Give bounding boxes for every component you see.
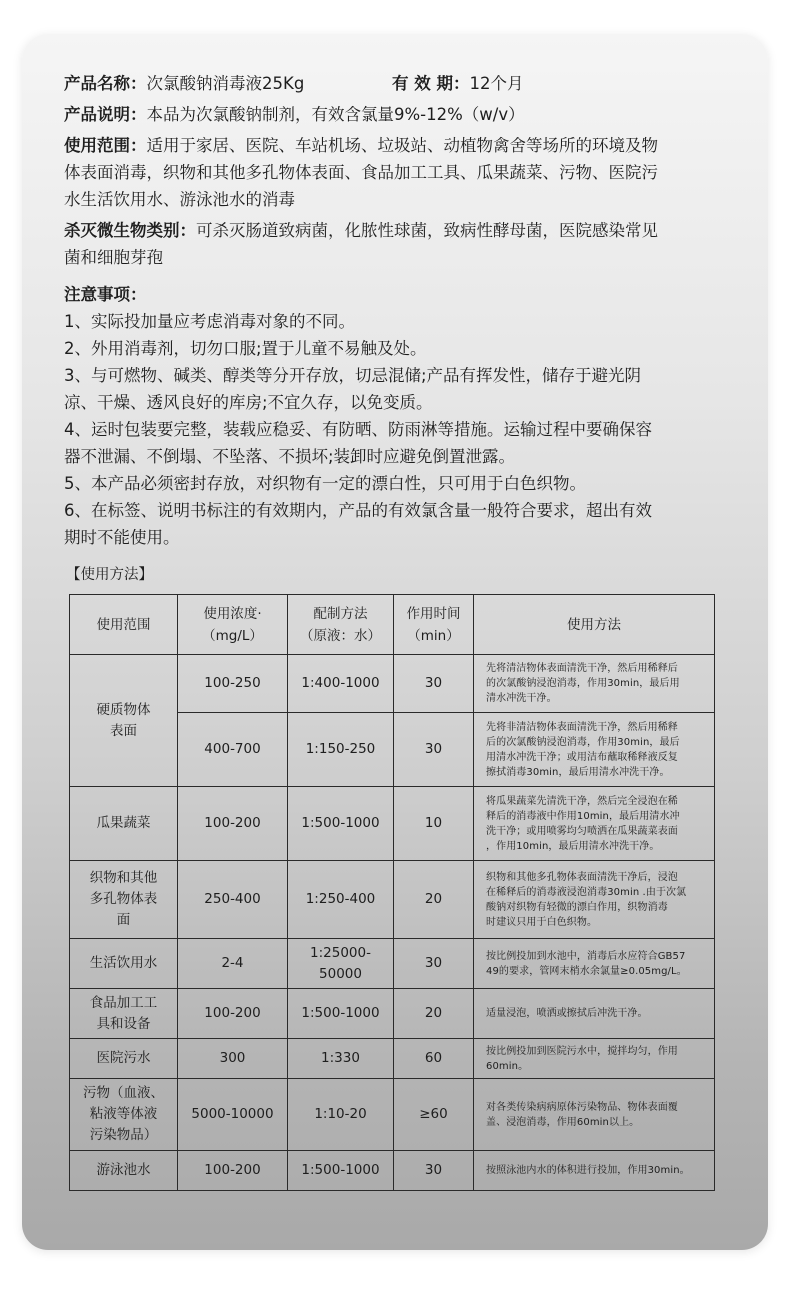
- precaution-line: 2、外用消毒剂，切勿口服;置于儿童不易触及处。: [64, 339, 427, 358]
- cell-ratio: 1:500-1000: [288, 787, 394, 861]
- cell-method: 对各类传染病病原体污染物品、物体表面覆 盖、浸泡消毒，作用60min以上。: [474, 1079, 715, 1151]
- cell-time: 30: [394, 655, 474, 713]
- cell-method: 适量浸泡，喷洒或擦拭后冲洗干净。: [474, 989, 715, 1039]
- cell-concentration: 5000-10000: [178, 1079, 288, 1151]
- product-header-row: [64, 70, 724, 97]
- cell-scope: 织物和其他 多孔物体表 面: [70, 861, 178, 939]
- header-ratio: 配制方法 （原液：水）: [288, 595, 394, 655]
- validity-value: 12个月: [469, 74, 524, 93]
- cell-scope: 生活饮用水: [70, 939, 178, 989]
- precaution-line: 5、本产品必须密封存放，对织物有一定的漂白性，只可用于白色织物。: [64, 474, 586, 493]
- cell-method: 按比例投加到水池中，消毒后水应符合GB57 49的要求，管网末梢水余氯量≥0.05mg/L。: [474, 939, 715, 989]
- cell-method: 织物和其他多孔物体表面清洗干净后，浸泡 在稀释后的消毒液浸泡消毒30min .由于次氯 酸钠对织物有轻微的漂白作用，织物消毒 时建议只用于白色织物。: [474, 861, 715, 939]
- cell-time: ≥60: [394, 1079, 474, 1151]
- usage-table: [69, 594, 715, 1191]
- precautions: [64, 281, 724, 551]
- product-name-value: 次氯酸钠消毒液25Kg: [146, 74, 305, 93]
- cell-ratio: 1:330: [288, 1039, 394, 1079]
- table-row: [70, 655, 715, 713]
- cell-time: 30: [394, 939, 474, 989]
- cell-ratio: 1:250-400: [288, 861, 394, 939]
- cell-method: 按比例投加到医院污水中，搅拌均匀，作用 60min。: [474, 1039, 715, 1079]
- cell-time: 20: [394, 861, 474, 939]
- product-description: 产品说明：本品为次氯酸钠制剂，有效含氯量9%-12%（w/v）: [64, 105, 525, 124]
- cell-method: 先将清洁物体表面清洗干净，然后用稀释后 的次氯酸钠浸泡消毒，作用30min，最后用 清水冲洗干净。: [474, 655, 715, 713]
- cell-time: 20: [394, 989, 474, 1039]
- cell-scope: 硬质物体 表面: [70, 655, 178, 787]
- cell-method: 先将非清洁物体表面清洗干净，然后用稀释 后的次氯酸钠浸泡消毒，作用30min，最后 用清水冲洗干净；或用洁布蘸取稀释液反复 擦拭消毒30min，最后用清水冲洗干净。: [474, 713, 715, 787]
- header-method: 使用方法: [474, 595, 715, 655]
- precaution-line: 1、实际投加量应考虑消毒对象的不同。: [64, 312, 355, 331]
- cell-concentration: 100-250: [178, 655, 288, 713]
- cell-concentration: 400-700: [178, 713, 288, 787]
- usage-title: 【使用方法】: [66, 567, 153, 583]
- cell-scope: 污物（血液、 粘液等体液 污染物品）: [70, 1079, 178, 1151]
- cell-method: 将瓜果蔬菜先清洗干净，然后完全浸泡在稀 释后的消毒液中作用10min，最后用清水冲 洗干净；或用喷雾均匀喷洒在瓜果蔬菜表面 ，作用10min，最后用清水冲洗干净。: [474, 787, 715, 861]
- cell-scope: 瓜果蔬菜: [70, 787, 178, 861]
- cell-scope: 食品加工工 具和设备: [70, 989, 178, 1039]
- precaution-line: 6、在标签、说明书标注的有效期内，产品的有效氯含量一般符合要求，超出有效: [64, 501, 652, 520]
- table-row: [70, 1079, 715, 1151]
- precautions-title: 注意事项：: [64, 285, 147, 304]
- header-scope: 使用范围: [70, 595, 178, 655]
- precaution-line: 凉、干燥、透风良好的库房;不宜久存，以免变质。: [64, 393, 433, 412]
- cell-concentration: 100-200: [178, 787, 288, 861]
- cell-scope: 医院污水: [70, 1039, 178, 1079]
- table-row: [70, 1151, 715, 1191]
- table-row: [70, 787, 715, 861]
- cell-ratio: 1:10-20: [288, 1079, 394, 1151]
- application-scope: 使用范围：适用于家居、医院、车站机场、垃圾站、动植物禽舍等场所的环境及物 体表面消毒，织物和其他多孔物体表面、食品加工工具、瓜果蔬菜、污物、医院污 水生活饮用水、游泳池水的消毒: [64, 136, 658, 209]
- cell-scope: 游泳池水: [70, 1151, 178, 1191]
- precaution-line: 器不泄漏、不倒塌、不坠落、不损坏;装卸时应避免倒置泄露。: [64, 447, 516, 466]
- cell-time: 10: [394, 787, 474, 861]
- table-row: [70, 989, 715, 1039]
- table-row: [70, 1039, 715, 1079]
- cell-time: 30: [394, 713, 474, 787]
- product-info: [64, 70, 724, 551]
- cell-ratio: 1:25000-50000: [288, 939, 394, 989]
- header-concentration: 使用浓度· （mg/L）: [178, 595, 288, 655]
- microbe-categories: 杀灭微生物类别：可杀灭肠道致病菌，化脓性球菌，致病性酵母菌，医院感染常见 菌和细胞芽孢: [64, 221, 658, 267]
- cell-ratio: 1:500-1000: [288, 1151, 394, 1191]
- cell-concentration: 250-400: [178, 861, 288, 939]
- cell-concentration: 100-200: [178, 989, 288, 1039]
- table-row: [70, 939, 715, 989]
- precaution-line: 期时不能使用。: [64, 528, 180, 547]
- cell-time: 60: [394, 1039, 474, 1079]
- cell-time: 30: [394, 1151, 474, 1191]
- cell-concentration: 100-200: [178, 1151, 288, 1191]
- cell-ratio: 1:500-1000: [288, 989, 394, 1039]
- cell-ratio: 1:400-1000: [288, 655, 394, 713]
- cell-concentration: 300: [178, 1039, 288, 1079]
- table-header-row: [70, 595, 715, 655]
- precaution-line: 3、与可燃物、碱类、醇类等分开存放，切忌混储;产品有挥发性，储存于避光阴: [64, 366, 642, 385]
- product-name-label: 产品名称：: [64, 74, 147, 93]
- header-time: 作用时间 （min）: [394, 595, 474, 655]
- validity-label: 有 效 期：: [392, 74, 470, 93]
- cell-concentration: 2-4: [178, 939, 288, 989]
- precaution-line: 4、运时包装要完整，装载应稳妥、有防晒、防雨淋等措施。运输过程中要确保容: [64, 420, 652, 439]
- cell-method: 按照泳池内水的体积进行投加，作用30min。: [474, 1151, 715, 1191]
- table-row: [70, 861, 715, 939]
- cell-ratio: 1:150-250: [288, 713, 394, 787]
